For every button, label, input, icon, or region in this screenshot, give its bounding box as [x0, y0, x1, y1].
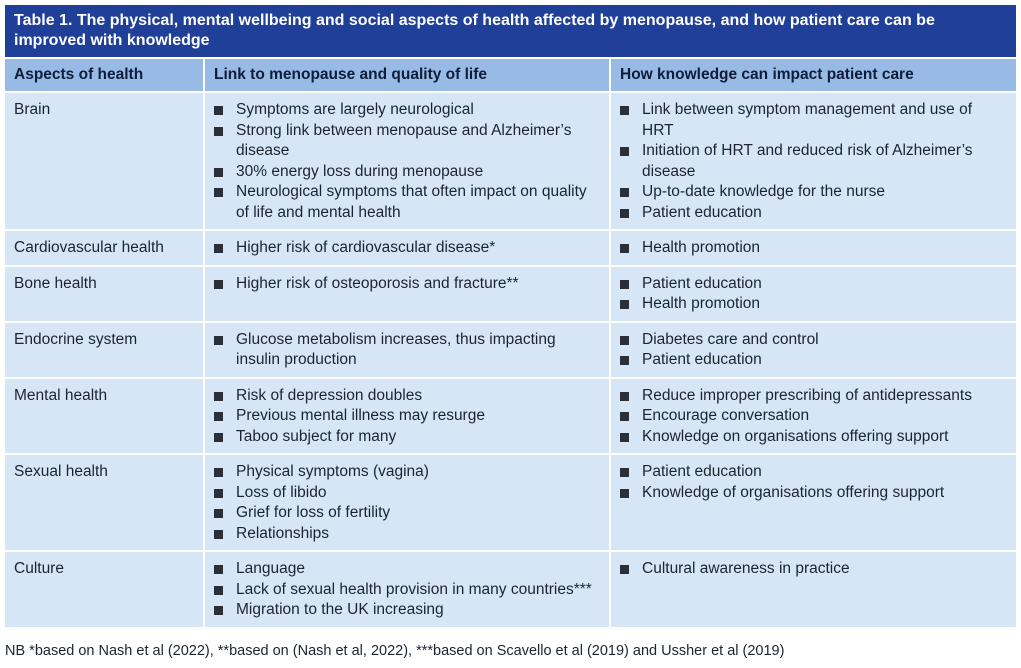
table-row: [5, 266, 1016, 322]
link-cell: [204, 322, 610, 378]
square-bullet-icon: [620, 188, 629, 197]
list-item-text: Patient education: [642, 203, 762, 221]
table-row: [5, 378, 1016, 455]
header-impact: How knowledge can impact patient care: [610, 59, 1016, 92]
list-item: [214, 238, 600, 259]
square-bullet-icon: [620, 468, 629, 477]
impact-cell: [610, 322, 1016, 378]
table-row: [5, 322, 1016, 378]
list-item-text: Risk of depression doubles: [236, 386, 423, 404]
list-item: [620, 386, 1007, 407]
list-item: [620, 203, 1007, 224]
square-bullet-icon: [620, 565, 629, 574]
square-bullet-icon: [620, 336, 629, 345]
list-item-text: Glucose metabolism increases, thus impacting insulin production: [236, 330, 556, 368]
list-item: [620, 238, 1007, 259]
footnote: NB *based on Nash et al (2022), **based on (Nash et al, 2022), ***based on Scavello et al (2019) and Ussher et al (2019): [5, 643, 785, 659]
impact-cell: [610, 92, 1016, 230]
list-item: [214, 162, 600, 183]
list-item: [214, 427, 600, 448]
list-item: [620, 100, 1007, 141]
square-bullet-icon: [214, 188, 223, 197]
list-item-text: Patient education: [642, 274, 762, 292]
list-item-text: Migration to the UK increasing: [236, 601, 444, 618]
list-item-text: Symptoms are largely neurological: [236, 101, 474, 118]
list-item: [214, 274, 600, 295]
link-cell: [204, 92, 610, 230]
list-item: [214, 524, 600, 545]
link-cell: [204, 454, 610, 551]
list-item-text: Patient education: [642, 463, 762, 480]
table-row: [5, 551, 1016, 628]
square-bullet-icon: [620, 433, 629, 442]
square-bullet-icon: [214, 412, 223, 421]
list-item-text: Neurological symptoms that often impact on quality of life and mental health: [236, 183, 587, 221]
impact-list: [620, 238, 1007, 259]
list-item: [214, 406, 600, 427]
impact-cell: [610, 378, 1016, 455]
table-title: Table 1. The physical, mental wellbeing and social aspects of health affected by menopause, and how patient care can be improved with knowledge: [5, 5, 1016, 57]
list-item: [620, 330, 1007, 351]
list-item-text: Encourage conversation: [642, 407, 810, 424]
link-cell: [204, 551, 610, 628]
link-list: [214, 559, 600, 621]
list-item-text: Taboo subject for many: [236, 427, 397, 445]
list-item-text: Knowledge of organisations offering support: [642, 483, 945, 501]
aspect-cell: Sexual health: [5, 454, 204, 551]
list-item: [620, 141, 1007, 182]
health-aspects-table: [5, 59, 1016, 629]
square-bullet-icon: [214, 509, 223, 518]
square-bullet-icon: [214, 606, 223, 615]
link-list: [214, 330, 600, 371]
list-item-text: Initiation of HRT and reduced risk of Alzheimer’s disease: [642, 142, 973, 180]
list-item-text: Physical symptoms (vagina): [236, 463, 429, 480]
table-header-row: [5, 59, 1016, 92]
link-list: [214, 386, 600, 448]
link-cell: [204, 266, 610, 322]
list-item: [620, 274, 1007, 295]
impact-list: [620, 386, 1007, 448]
impact-cell: [610, 266, 1016, 322]
square-bullet-icon: [620, 280, 629, 289]
table-row: [5, 92, 1016, 230]
list-item: [214, 182, 600, 223]
impact-list: [620, 274, 1007, 315]
list-item-text: Relationships: [236, 524, 330, 542]
list-item: [214, 100, 600, 121]
list-item-text: Patient education: [642, 351, 762, 368]
list-item-text: Higher risk of osteoporosis and fracture**: [236, 274, 519, 292]
aspect-cell: Brain: [5, 92, 204, 230]
list-item: [620, 427, 1007, 448]
list-item: [214, 559, 600, 580]
square-bullet-icon: [214, 489, 223, 498]
list-item: [214, 503, 600, 524]
list-item: [214, 483, 600, 504]
list-item: [620, 559, 1007, 580]
square-bullet-icon: [620, 209, 629, 218]
square-bullet-icon: [214, 244, 223, 253]
square-bullet-icon: [214, 586, 223, 595]
square-bullet-icon: [620, 147, 629, 156]
list-item-text: Cultural awareness in practice: [642, 560, 850, 577]
list-item-text: Diabetes care and control: [642, 330, 819, 348]
square-bullet-icon: [214, 280, 223, 289]
list-item: [214, 600, 600, 621]
square-bullet-icon: [214, 392, 223, 401]
link-cell: [204, 230, 610, 266]
square-bullet-icon: [214, 127, 223, 136]
list-item: [214, 462, 600, 483]
list-item-text: Higher risk of cardiovascular disease*: [236, 239, 496, 256]
list-item: [620, 182, 1007, 203]
list-item-text: Language: [236, 560, 305, 577]
square-bullet-icon: [620, 489, 629, 498]
link-list: [214, 100, 600, 223]
square-bullet-icon: [214, 530, 223, 539]
impact-cell: [610, 230, 1016, 266]
list-item: [620, 483, 1007, 504]
aspect-cell: Cardiovascular health: [5, 230, 204, 266]
list-item-text: Knowledge on organisations offering support: [642, 427, 949, 445]
link-list: [214, 238, 600, 259]
list-item-text: Grief for loss of fertility: [236, 504, 391, 521]
list-item: [214, 386, 600, 407]
square-bullet-icon: [620, 300, 629, 309]
impact-cell: [610, 454, 1016, 551]
impact-list: [620, 330, 1007, 371]
table-row: [5, 454, 1016, 551]
list-item: [620, 462, 1007, 483]
aspect-cell: Mental health: [5, 378, 204, 455]
square-bullet-icon: [620, 412, 629, 421]
list-item: [214, 121, 600, 162]
list-item-text: Up-to-date knowledge for the nurse: [642, 183, 885, 200]
list-item-text: 30% energy loss during menopause: [236, 162, 484, 180]
list-item: [214, 580, 600, 601]
link-list: [214, 274, 600, 295]
impact-list: [620, 100, 1007, 223]
square-bullet-icon: [214, 336, 223, 345]
square-bullet-icon: [214, 565, 223, 574]
square-bullet-icon: [214, 468, 223, 477]
aspect-cell: Bone health: [5, 266, 204, 322]
link-list: [214, 462, 600, 544]
list-item-text: Strong link between menopause and Alzheimer’s disease: [236, 121, 572, 159]
list-item: [620, 406, 1007, 427]
list-item-text: Health promotion: [642, 239, 761, 256]
header-link: Link to menopause and quality of life: [204, 59, 610, 92]
table-row: [5, 230, 1016, 266]
header-aspects: Aspects of health: [5, 59, 204, 92]
list-item: [620, 350, 1007, 371]
list-item: [214, 330, 600, 371]
aspect-cell: Culture: [5, 551, 204, 628]
list-item-text: Health promotion: [642, 295, 761, 312]
square-bullet-icon: [214, 168, 223, 177]
list-item-text: Reduce improper prescribing of antidepressants: [642, 386, 972, 404]
square-bullet-icon: [620, 356, 629, 365]
square-bullet-icon: [620, 244, 629, 253]
aspect-cell: Endocrine system: [5, 322, 204, 378]
list-item-text: Loss of libido: [236, 483, 327, 501]
list-item-text: Previous mental illness may resurge: [236, 407, 485, 424]
list-item-text: Link between symptom management and use of HRT: [642, 101, 972, 139]
impact-cell: [610, 551, 1016, 628]
list-item-text: Lack of sexual health provision in many countries***: [236, 580, 592, 598]
square-bullet-icon: [214, 433, 223, 442]
square-bullet-icon: [214, 106, 223, 115]
list-item: [620, 294, 1007, 315]
impact-list: [620, 559, 1007, 580]
square-bullet-icon: [620, 106, 629, 115]
square-bullet-icon: [620, 392, 629, 401]
impact-list: [620, 462, 1007, 503]
link-cell: [204, 378, 610, 455]
